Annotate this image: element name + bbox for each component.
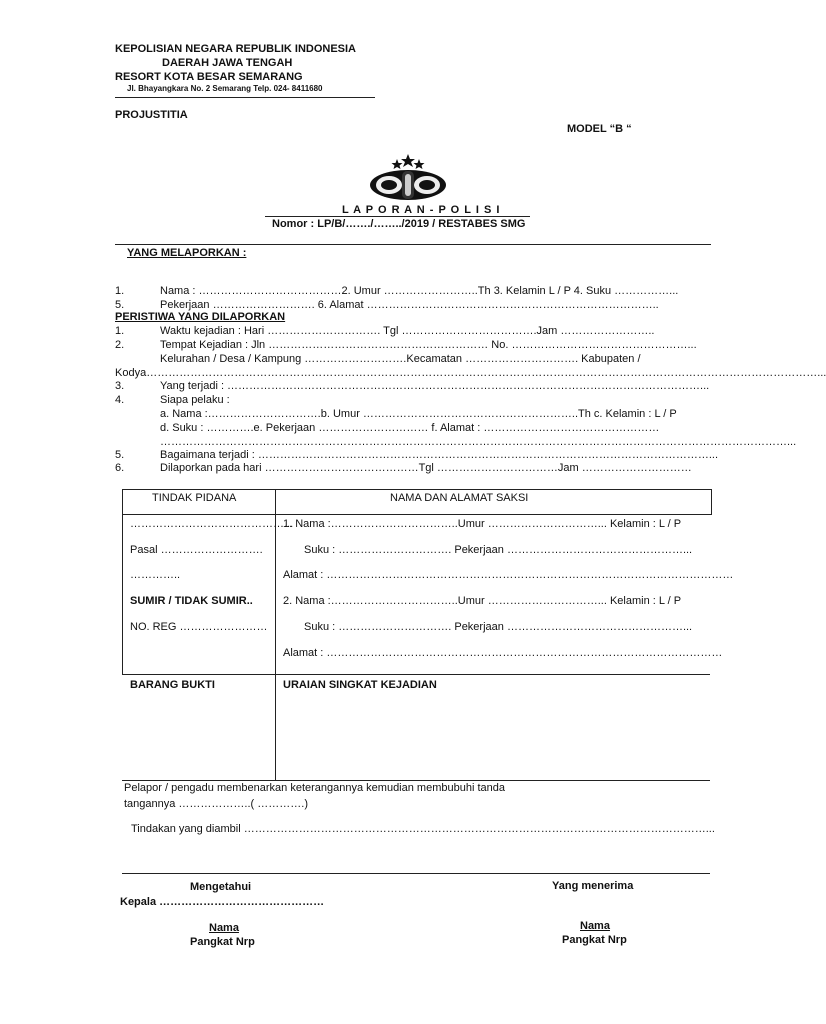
pernyataan-line1: Pelapor / pengadu membenarkan keterangannya kemudian membubuhi tanda bbox=[124, 782, 505, 794]
header-line2: DAERAH JAWA TENGAH bbox=[162, 57, 293, 69]
peristiwa-row-4-cont: ………………………………………………………………………………………………………………………………………………………... bbox=[160, 436, 797, 448]
saksi-2-alamat: Alamat : ……………………………………………………………………………………………… bbox=[283, 647, 723, 659]
projustitia: PROJUSTITIA bbox=[115, 109, 188, 121]
peristiwa-row-4a: a. Nama :………………………….b. Umur …………………………………………………..Th c. Kelamin : L / P bbox=[160, 408, 677, 420]
uraian-label: URAIAN SINGKAT KEJADIAN bbox=[283, 679, 437, 691]
report-title: L A P O R A N - P O L I S I bbox=[342, 204, 501, 216]
saksi-1-nama: 1. Nama :……………………………..Umur …………………………... Kelamin : L / P bbox=[283, 518, 682, 530]
report-number: Nomor : LP/B/……./……../2019 / RESTABES SMG bbox=[272, 218, 526, 230]
peristiwa-row-4d: d. Suku : ………….e. Pekerjaan ………………………… f. Alamat : ………………………………………… bbox=[160, 422, 660, 434]
barang-bukti-label: BARANG BUKTI bbox=[130, 679, 215, 691]
tindak-pidana-extra: ………….. bbox=[130, 569, 181, 581]
peristiwa-row-6: Dilaporkan pada hari ……………………………………Tgl ……………………………Jam ………………………… bbox=[160, 462, 692, 474]
peristiwa-num-1: 1. bbox=[115, 325, 125, 337]
header-address: Jl. Bhayangkara No. 2 Semarang Telp. 024- 8411680 bbox=[127, 84, 323, 93]
header-line1: KEPOLISIAN NEGARA REPUBLIK INDONESIA bbox=[115, 43, 357, 55]
tindak-pidana-line: ……………………………………... bbox=[130, 518, 294, 530]
pelapor-num-5: 5. bbox=[115, 299, 125, 311]
saksi-2-suku: Suku : …………………………. Pekerjaan …………………………………………... bbox=[304, 621, 693, 633]
left-nama: Nama bbox=[209, 922, 239, 934]
pernyataan-line2: tangannya ………………..( ………….) bbox=[124, 798, 308, 810]
peristiwa-row-2: Tempat Kejadian : Jln …………………………………………………… No. …………………………………………... bbox=[160, 339, 697, 351]
peristiwa-row-5: Bagaimana terjadi : ……………………………………………………………………………………………………………... bbox=[160, 449, 719, 461]
header-line3: RESORT KOTA BESAR SEMARANG bbox=[115, 71, 303, 83]
peristiwa-row-4: Siapa pelaku : bbox=[160, 394, 230, 406]
saksi-1-alamat: Alamat : ………………………………………………………………………………………………… bbox=[283, 569, 734, 581]
no-reg-field: NO. REG …………………… bbox=[130, 621, 268, 633]
section-divider bbox=[115, 244, 711, 245]
model-label: MODEL “B “ bbox=[567, 123, 632, 135]
mengetahui-label: Mengetahui bbox=[190, 881, 252, 893]
pelapor-row-5: Pekerjaan ………………………. 6. Alamat …………………………………………………………………….. bbox=[160, 299, 659, 311]
peristiwa-num-3: 3. bbox=[115, 380, 125, 392]
right-pangkat: Pangkat Nrp bbox=[562, 934, 627, 946]
peristiwa-row-1: Waktu kejadian : Hari …………………………. Tgl ……………………………….Jam …………………….. bbox=[160, 325, 655, 337]
peristiwa-row-2b: Kelurahan / Desa / Kampung ……………………….Kecamatan …………………………. Kabupaten / bbox=[160, 353, 641, 365]
peristiwa-kodya: Kodya…………………………………………………………………………………………………………………………………………………………………... bbox=[115, 367, 826, 379]
peristiwa-heading: PERISTIWA YANG DILAPORKAN bbox=[115, 311, 286, 323]
peristiwa-row-3: Yang terjadi : …………………………………………………………………………………………………………………... bbox=[160, 380, 710, 392]
pasal-field: Pasal ………………………. bbox=[130, 544, 263, 556]
pelapor-row-1: Nama : …………………………………2. Umur ……………………..Th 3. Kelamin L / P 4. Suku ……………... bbox=[160, 285, 679, 297]
pelapor-num-1: 1. bbox=[115, 285, 125, 297]
kepala-field: Kepala ……………………………………… bbox=[120, 896, 325, 908]
police-emblem-icon bbox=[366, 152, 450, 204]
peristiwa-num-5: 5. bbox=[115, 449, 125, 461]
left-pangkat: Pangkat Nrp bbox=[190, 936, 255, 948]
signature-divider bbox=[122, 873, 710, 874]
sumir-field: SUMIR / TIDAK SUMIR.. bbox=[130, 595, 253, 607]
right-nama: Nama bbox=[580, 920, 610, 932]
saksi-2-nama: 2. Nama :……………………………..Umur …………………………... Kelamin : L / P bbox=[283, 595, 682, 607]
peristiwa-num-4: 4. bbox=[115, 394, 125, 406]
pelapor-heading: YANG MELAPORKAN : bbox=[127, 247, 247, 259]
table-left-edge bbox=[122, 513, 123, 674]
peristiwa-num-2: 2. bbox=[115, 339, 125, 351]
table-mid-divider bbox=[122, 674, 710, 675]
title-underline bbox=[265, 216, 530, 217]
table-column-divider bbox=[275, 489, 276, 780]
tindakan-field: Tindakan yang diambil ………………………………………………………………………………………………………………... bbox=[131, 823, 715, 835]
saksi-1-suku: Suku : …………………………. Pekerjaan …………………………………………... bbox=[304, 544, 693, 556]
header-divider bbox=[115, 97, 375, 98]
table-bottom-edge bbox=[122, 780, 710, 781]
table-header-saksi: NAMA DAN ALAMAT SAKSI bbox=[390, 492, 529, 504]
table-header-tindak-pidana: TINDAK PIDANA bbox=[152, 492, 237, 504]
peristiwa-num-6: 6. bbox=[115, 462, 125, 474]
yang-menerima-label: Yang menerima bbox=[552, 880, 634, 892]
